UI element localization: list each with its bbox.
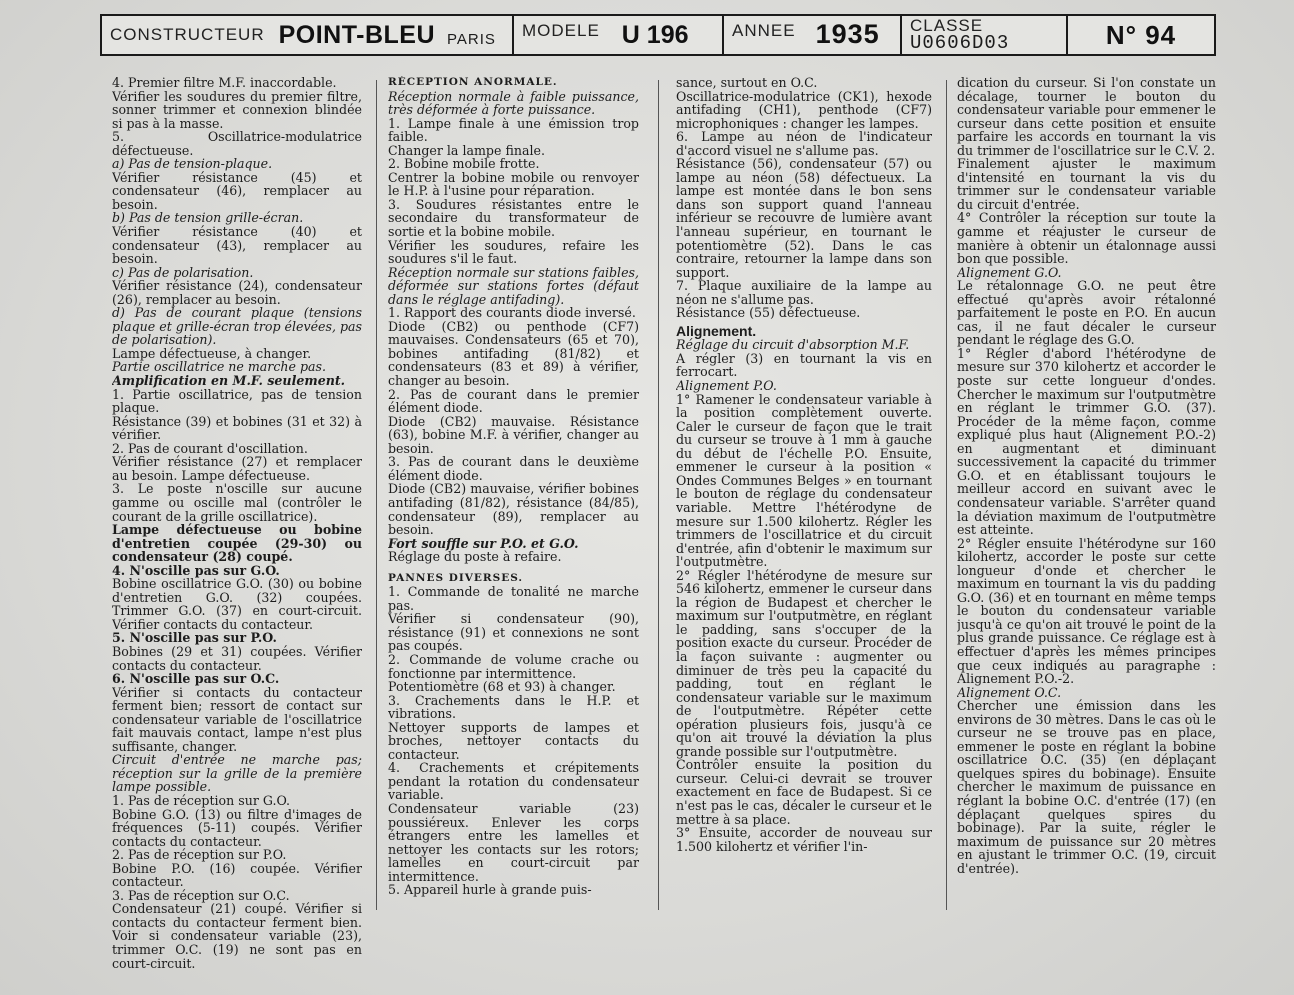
paragraph: Vérifier les soudures du premier filtre, sonner trimmer et connexion blindée si pas à la masse.: [112, 88, 362, 131]
paragraph: Bobine oscillatrice G.O. (30) ou bobine d'entretien G.O. (32) coupées. Trimmer G.O. (37) en court-circuit. Vérifier contacts du contacteur.: [112, 576, 362, 632]
paragraph: 1. Lampe finale à une émission trop faible.: [388, 115, 639, 145]
paragraph: 7. Plaque auxiliaire de la lampe au néon ne s'allume pas.: [676, 278, 932, 307]
constructeur-name: POINT-BLEU: [278, 20, 436, 49]
paragraph: Changer la lampe finale.: [388, 142, 545, 158]
paragraph: Vérifier résistance (27) et remplacer au besoin. Lampe défectueuse.: [112, 454, 362, 483]
section-heading: PANNES DIVERSES.: [388, 571, 524, 584]
paragraph: Vérifier résistance (45) et condensateur (46), remplacer au besoin.: [112, 169, 362, 212]
paragraph: 3° Ensuite, accorder de nouveau sur 1.500 kilohertz et vérifier l'in-: [676, 825, 932, 854]
section-heading: RÉCEPTION ANORMALE.: [388, 76, 558, 88]
paragraph: 1. Partie oscillatrice, pas de tension plaque.: [112, 386, 362, 416]
paragraph: 2. Pas de courant d'oscillation.: [112, 440, 308, 456]
paragraph: A régler (3) en tournant la vis en ferrocart.: [676, 350, 932, 380]
paragraph: Vérifier les soudures, refaire les soudures s'il le faut.: [388, 237, 639, 267]
paragraph: Contrôler ensuite la position du curseur. Celui-ci devrait se trouver exactement en face de Budapest. Si ce n'est pas le cas, décaler le curseur et le mettre à sa place.: [676, 757, 932, 827]
paragraph: 1. Commande de tonalité ne marche pas.: [388, 584, 639, 613]
text-column-2: [388, 76, 639, 988]
paragraph: a) Pas de tension-plaque.: [112, 156, 273, 172]
column-divider: [658, 80, 659, 910]
paragraph: Vérifier résistance (24), condensateur (26), remplacer au besoin.: [112, 278, 362, 307]
section-subheading: Réglage du circuit d'absorption M.F.: [676, 337, 910, 353]
paragraph: 2° Régler l'hétérodyne de mesure sur 546 kilohertz, emmener le curseur dans la région de Budapest et chercher le maximum sur l'outputmètre, en réglant le padding, sans s'occuper de la position exacte du curseur. Procéder de la façon suivante : augmenter ou diminuer de très peu la capacité du padding, tout en réglant le condensateur variable sur le maximum de l'outputmètre. Répéter cette opération plusieurs fois, jusqu'à ce qu'on ait trouvé la déviation la plus grande possible sur l'outputmètre.: [676, 567, 932, 759]
paragraph: 4. Crachements et crépitements pendant la rotation du condensateur variable.: [388, 760, 639, 803]
modele-value: U 196: [621, 21, 689, 49]
paragraph: Résistance (55) défectueuse.: [676, 305, 861, 321]
paragraph: dication du curseur. Si l'on constate un décalage, tourner le bouton du condensateur variable pour emmener le curseur dans cette position et ensuite parfaire les accords en tournant la vis du trimmer de l'oscillatrice sur le C.V. 2.: [957, 76, 1216, 158]
classe-value: U0606D03: [910, 31, 1010, 54]
paragraph: Lampe défectueuse ou bobine d'entretien coupée (29-30) ou condensateur (28) coupé.: [112, 522, 362, 565]
classe-cell: [902, 16, 1068, 54]
text-column-1: [112, 76, 362, 988]
paragraph: d) Pas de courant plaque (tensions plaque et grille-écran trop élevées, pas de polarisation).: [112, 305, 362, 348]
paragraph: c) Pas de polarisation.: [112, 264, 254, 280]
paragraph: Résistance (56), condensateur (57) ou lampe au néon (58) défectueux. La lampe est montée dans le bon sens dans son support quand l'anneau inférieur se recouvre de lumière avant l'anneau supérieur, en tournant le potentiomètre (52). Dans le cas contraire, retourner la lampe dans son support.: [676, 156, 932, 280]
paragraph: Bobines (29 et 31) coupées. Vérifier contacts du contacteur.: [112, 643, 362, 673]
paragraph: Bobine P.O. (16) coupée. Vérifier contacteur.: [112, 860, 362, 890]
section-subheading: Fort souffle sur P.O. et G.O.: [388, 535, 579, 551]
paragraph: 6. Lampe au néon de l'indicateur d'accord visuel ne s'allume pas.: [676, 129, 932, 158]
paragraph: Réglage du poste à refaire.: [388, 549, 562, 565]
paragraph: 1° Régler d'abord l'hétérodyne de mesure sur 370 kilohertz et accorder le poste sur cette longueur d'ondes. Chercher le maximum sur l'outputmètre en réglant le trimmer G.O. (37). Procéder de la même façon, comme expliqué plus haut (Alignement P.O.-2) en augmentant et diminuant successivement la capacité du trimmer G.O. et en établissant toujours le meilleur accord en suivant avec le condensateur variable. S'arrêter quand la déviation maximum de l'outputmètre est atteinte.: [957, 345, 1216, 538]
paragraph: 3. Le poste n'oscille sur aucune gamme ou oscille mal (contrôler le courant de la grille oscillatrice).: [112, 481, 362, 524]
section-subheading: Alignement P.O.: [676, 378, 777, 394]
section-subheading: Alignement O.C.: [957, 684, 1062, 700]
paragraph: 1° Ramener le condensateur variable à la position complètement ouverte. Caler le curseur de façon que le trait du curseur se trouve à 1 mm à gauche du début de l'échelle P.O. Ensuite, emmener le curseur à la position « Ondes Communes Belges » en tournant le bouton de réglage du condensateur variable. Mettre l'hétérodyne de mesure sur 1.500 kilohertz. Régler les trimmers de l'oscillatrice et du circuit d'entrée, afin d'obtenir le maximum sur l'outputmètre.: [676, 391, 932, 570]
classe-label: CLASSE: [910, 15, 984, 35]
paragraph: Diode (CB2) mauvaise, vérifier bobines antifading (81/82), résistance (84/85), condensateur (89), remplacer au besoin.: [388, 481, 639, 538]
paragraph: 3. Crachements dans le H.P. et vibrations.: [388, 692, 639, 722]
header-band: [100, 14, 1216, 56]
annee-label: ANNEE: [732, 21, 796, 40]
paragraph: 3. Pas de réception sur O.C.: [112, 887, 290, 903]
paragraph: 3. Soudures résistantes entre le secondaire du transformateur de sortie et la bobine mobile.: [388, 196, 639, 240]
paragraph: 1. Rapport des courants diode inversé.: [388, 305, 636, 321]
paragraph: 4. N'oscille pas sur G.O.: [112, 562, 280, 578]
paragraph: b) Pas de tension grille-écran.: [112, 210, 304, 226]
section-subheading: Partie oscillatrice ne marche pas.: [112, 359, 326, 375]
paragraph: Diode (CB2) ou penthode (CF7) mauvaises. Condensateurs (65 et 70), bobines antifading (81/82) et condensateurs (83 et 89) à vérifier, changer au besoin.: [388, 318, 639, 389]
paragraph: Finalement ajuster le maximum d'intensité en tournant la vis du trimmer sur le condensateur variable du circuit d'entrée.: [957, 156, 1216, 212]
paragraph: 5. Appareil hurle à grande puis-: [388, 882, 592, 898]
paragraph: Lampe défectueuse, à changer.: [112, 345, 312, 361]
paragraph: Résistance (39) et bobines (31 et 32) à vérifier.: [112, 413, 362, 443]
paragraph: 1. Pas de réception sur G.O.: [112, 792, 291, 808]
paragraph: Vérifier si condensateur (90), résistance (91) et connexions ne sont pas coupés.: [388, 611, 639, 654]
paragraph: Centrer la bobine mobile ou renvoyer le H.P. à l'usine pour réparation.: [388, 169, 639, 199]
constructeur-label: CONSTRUCTEUR: [110, 25, 265, 44]
paragraph: sance, surtout en O.C.: [676, 76, 818, 90]
paragraph: 2. Bobine mobile frotte.: [388, 156, 540, 172]
paragraph: Vérifier si contacts du contacteur ferment bien; ressort de contact sur condensateur variable de l'oscillatrice fait mauvais contact, lampe n'est plus suffisante, changer.: [112, 684, 362, 754]
section-heading: Alignement.: [676, 322, 757, 339]
paragraph: Le rétalonnage G.O. ne peut être effectué qu'après avoir rétalonné parfaitement le poste en P.O. En aucun cas, il ne faut décaler le curseur pendant le réglage des G.O.: [957, 278, 1216, 348]
paragraph: Bobine G.O. (13) ou filtre d'images de fréquences (5-11) coupés. Vérifier contacts du contacteur.: [112, 806, 362, 849]
paragraph: 2. Commande de volume crache ou fonctionne par intermittence.: [388, 651, 639, 681]
text-column-4: [957, 76, 1216, 988]
numero-cell: [1068, 16, 1214, 54]
numero-value: N° 94: [1105, 19, 1177, 50]
constructeur-cell: [102, 16, 514, 54]
modele-label: MODELE: [522, 21, 600, 40]
column-divider: [376, 80, 377, 910]
constructeur-city: PARIS: [447, 31, 496, 48]
paragraph: Condensateur (21) coupé. Vérifier si contacts du contacteur ferment bien. Voir si condensateur variable (23), trimmer O.C. (19) ne sont pas en court-circuit.: [112, 901, 362, 971]
paragraph: Diode (CB2) mauvaise. Résistance (63), bobine M.F. à vérifier, changer au besoin.: [388, 413, 639, 456]
section-subheading: Amplification en M.F. seulement.: [112, 373, 346, 389]
paragraph: Nettoyer supports de lampes et broches, nettoyer contacts du contacteur.: [388, 719, 639, 762]
section-subheading: Réception normale à faible puissance, très déformée à forte puissance.: [388, 88, 639, 118]
section-subheading: Réception normale sur stations faibles, déformée sur stations fortes (défaut dans le réglage antifading).: [388, 264, 639, 307]
paragraph: Condensateur variable (23) poussiéreux. Enlever les corps étrangers entre les lamelles et nettoyer les contacts sur les rotors; lamelles en court-circuit par intermittence.: [388, 800, 639, 884]
section-subheading: Circuit d'entrée ne marche pas; réception sur la grille de la première lampe possible.: [112, 752, 362, 795]
column-divider: [946, 80, 947, 910]
paragraph: Oscillatrice-modulatrice (CK1), hexode antifading (CH1), penthode (CF7) microphoniques : changer les lampes.: [676, 88, 932, 131]
paragraph: 2. Pas de courant dans le premier élément diode.: [388, 386, 639, 416]
paragraph: 2° Régler ensuite l'hétérodyne sur 160 kilohertz, accorder le poste sur cette longueur d'onde et chercher le maximum en tournant la vis du padding G.O. (36) et en tournant en même temps le bouton du condensateur variable jusqu'à ce qu'on ait trouvé le point de la plus grande puissance. Ce réglage est à effectuer d'après les mêmes principes que ceux indiqués au paragraphe : Alignement P.O.-2.: [957, 535, 1216, 687]
paragraph: 5. N'oscille pas sur P.O.: [112, 630, 277, 646]
paragraph: 6. N'oscille pas sur O.C.: [112, 671, 280, 687]
paragraph: 4° Contrôler la réception sur toute la gamme et réajuster le curseur de manière à obtenir un étalonnage aussi bon que possible.: [957, 210, 1216, 267]
section-subheading: Alignement G.O.: [957, 264, 1062, 280]
annee-value: 1935: [815, 19, 880, 49]
paragraph: Potentiomètre (68 et 93) à changer.: [388, 679, 616, 695]
paragraph: 3. Pas de courant dans le deuxième élément diode.: [388, 454, 639, 483]
paragraph: 4. Premier filtre M.F. inaccordable.: [112, 76, 337, 90]
paragraph: Chercher une émission dans les environs de 30 mètres. Dans le cas où le curseur ne se trouve pas en place, emmener le poste en réglant la bobine oscillatrice O.C. (35) (en déplaçant quelques spires du bobinage). Ensuite chercher le maximum de puissance en réglant la bobine O.C. d'entrée (17) (en déplaçant quelques spires du bobinage). Par la suite, régler le maximum de puissance sur 20 mètres en ajustant le trimmer O.C. (19, circuit d'entrée).: [957, 698, 1216, 876]
text-column-3: [676, 76, 932, 988]
paragraph: 5. Oscillatrice-modulatrice défectueuse.: [112, 129, 362, 158]
annee-cell: [724, 16, 902, 54]
paragraph: 2. Pas de réception sur P.O.: [112, 847, 287, 863]
modele-cell: [514, 16, 724, 54]
paragraph: Vérifier résistance (40) et condensateur (43), remplacer au besoin.: [112, 224, 362, 267]
